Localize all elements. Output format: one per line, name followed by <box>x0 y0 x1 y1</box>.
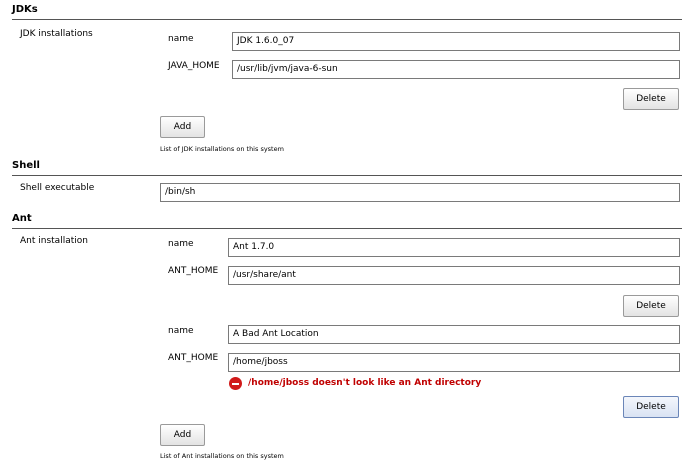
ant-home-input[interactable]: /home/jboss <box>228 353 680 372</box>
jdk-name-input[interactable]: JDK 1.6.0_07 <box>232 32 680 51</box>
ant-add-button[interactable]: Add <box>160 424 205 446</box>
ant-delete-button[interactable]: Delete <box>623 295 679 317</box>
ant-name-label: name <box>168 239 194 249</box>
ant-home-error-message: /home/jboss doesn't look like an Ant directory <box>248 378 482 388</box>
ant-name-label: name <box>168 326 194 336</box>
ant-home-input[interactable]: /usr/share/ant <box>228 266 680 285</box>
ant-name-input[interactable]: A Bad Ant Location <box>228 325 680 344</box>
error-icon <box>229 377 242 390</box>
shell-executable-input[interactable]: /bin/sh <box>160 183 680 202</box>
section-divider <box>12 228 682 229</box>
section-divider <box>12 19 682 20</box>
shell-executable-label: Shell executable <box>20 183 95 193</box>
java-home-label: JAVA_HOME <box>168 61 220 71</box>
ant-name-input[interactable]: Ant 1.7.0 <box>228 238 680 257</box>
ant-help-text: List of Ant installations on this system <box>160 452 284 460</box>
jdk-delete-button[interactable]: Delete <box>623 88 679 110</box>
jdk-name-label: name <box>168 34 194 44</box>
ant-home-label: ANT_HOME <box>168 266 219 276</box>
ant-home-label: ANT_HOME <box>168 353 219 363</box>
java-home-input[interactable]: /usr/lib/jvm/java-6-sun <box>232 60 680 79</box>
jdk-help-text: List of JDK installations on this system <box>160 145 284 153</box>
ant-delete-button[interactable]: Delete <box>623 396 679 418</box>
jdk-add-button[interactable]: Add <box>160 116 205 138</box>
section-title-shell: Shell <box>12 160 40 171</box>
jdk-installations-label: JDK installations <box>20 29 93 39</box>
ant-installation-label: Ant installation <box>20 236 88 246</box>
section-title-ant: Ant <box>12 213 32 224</box>
section-title-jdks: JDKs <box>12 4 38 15</box>
section-divider <box>12 175 682 176</box>
